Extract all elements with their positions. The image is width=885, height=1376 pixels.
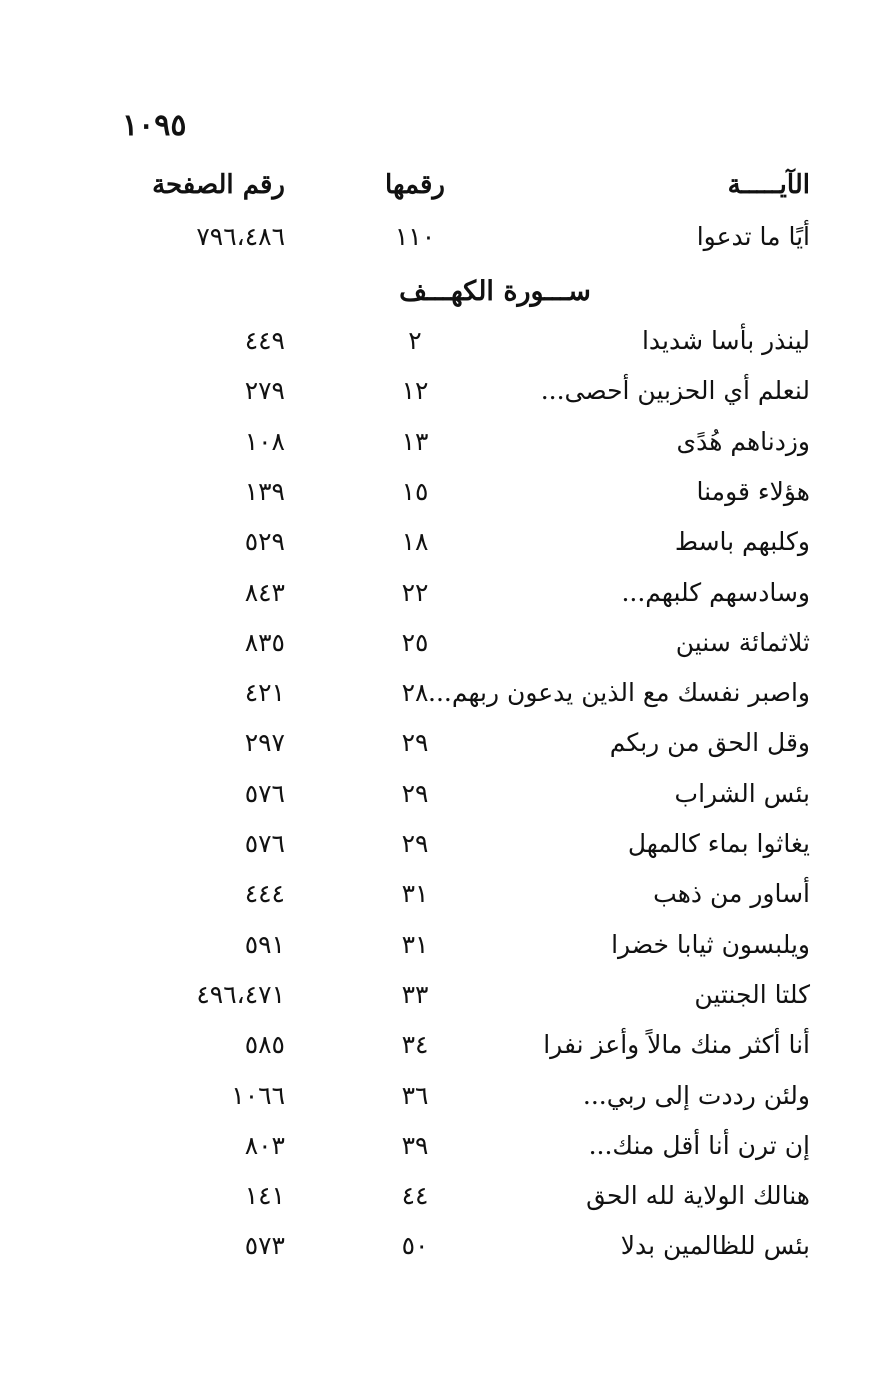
verse-number: ٣١ xyxy=(401,930,429,959)
verse-number: ٢٩ xyxy=(401,829,429,858)
verse-text: واصبر نفسك مع الذين يدعون ربهم... xyxy=(428,678,810,707)
verse-text: ثلاثمائة سنين xyxy=(675,628,810,657)
surah-title xyxy=(0,276,885,316)
page-reference: ٨٣٥ xyxy=(244,628,285,657)
page-reference: ٢٩٧ xyxy=(244,728,285,757)
verse-text: أساور من ذهب xyxy=(653,879,810,908)
table-row xyxy=(0,1030,885,1070)
verse-text: لنعلم أي الحزبين أحصى... xyxy=(540,376,810,405)
table-row xyxy=(0,1181,885,1221)
table-row xyxy=(0,527,885,567)
verse-text: بئس للظالمين بدلا xyxy=(620,1231,810,1260)
verse-number: ١١٠ xyxy=(394,222,436,251)
page-reference: ٤٢١ xyxy=(244,678,285,707)
verse-number: ٢٥ xyxy=(401,628,429,657)
page-reference: ١٣٩ xyxy=(244,477,285,506)
verse-text: يغاثوا بماء كالمهل xyxy=(627,829,810,858)
verse-text: ولئن رددت إلى ربي... xyxy=(582,1081,810,1110)
verse-text: أيًا ما تدعوا xyxy=(696,222,810,251)
verse-text: وكلبهم باسط xyxy=(674,527,810,556)
table-row xyxy=(0,376,885,416)
page-reference: ٥٧٦ xyxy=(244,829,285,858)
table-row xyxy=(0,930,885,970)
header-page: رقم الصفحة xyxy=(152,170,285,200)
surah-title-text: ســـورة الكهـــف xyxy=(399,276,591,307)
header-verse: الآيـــــة xyxy=(727,170,810,200)
verse-number: ٥٠ xyxy=(401,1231,429,1260)
page-reference: ٥٨٥ xyxy=(244,1030,285,1059)
table-header xyxy=(0,170,885,210)
verse-number: ١٢ xyxy=(401,376,429,405)
verse-text: إن ترن أنا أقل منك... xyxy=(588,1131,810,1160)
verse-text: بئس الشراب xyxy=(674,779,810,808)
page-reference: ٧٩٦،٤٨٦ xyxy=(196,222,285,251)
verse-text: أنا أكثر منك مالاً وأعز نفرا xyxy=(543,1030,810,1059)
verse-text: كلتا الجنتين xyxy=(694,980,810,1009)
page-reference: ٥٢٩ xyxy=(244,527,285,556)
table-row xyxy=(0,1081,885,1121)
table-row xyxy=(0,1131,885,1171)
verse-number: ٤٤ xyxy=(401,1181,429,1210)
verse-number: ٣٣ xyxy=(401,980,429,1009)
table-row xyxy=(0,326,885,366)
verse-text: وقل الحق من ربكم xyxy=(609,728,810,757)
page-reference: ٢٧٩ xyxy=(244,376,285,405)
verse-text: لينذر بأسا شديدا xyxy=(641,326,810,355)
table-row xyxy=(0,779,885,819)
page-reference: ١٠٦٦ xyxy=(231,1081,285,1110)
table-row xyxy=(0,1231,885,1271)
table-row xyxy=(0,628,885,668)
table-row xyxy=(0,477,885,517)
table-row xyxy=(0,678,885,718)
page-reference: ٨٤٣ xyxy=(244,578,285,607)
verse-number: ٢٨ xyxy=(401,678,429,707)
verse-text: هؤلاء قومنا xyxy=(696,477,810,506)
table-row xyxy=(0,980,885,1020)
page-reference: ٥٧٣ xyxy=(244,1231,285,1260)
table-row xyxy=(0,829,885,869)
table-row xyxy=(0,222,885,262)
verse-number: ٣٤ xyxy=(401,1030,429,1059)
page-reference: ١٤١ xyxy=(244,1181,285,1210)
page-reference: ٤٤٤ xyxy=(244,879,285,908)
verse-text: وسادسهم كلبهم... xyxy=(621,578,810,607)
page-reference: ٥٩١ xyxy=(244,930,285,959)
page-reference: ٨٠٣ xyxy=(244,1131,285,1160)
table-row xyxy=(0,427,885,467)
verse-text: وزدناهم هُدًى xyxy=(676,427,810,456)
table-row xyxy=(0,879,885,919)
verse-number: ٣٦ xyxy=(401,1081,429,1110)
verse-number: ١٣ xyxy=(401,427,429,456)
verse-text: هنالك الولاية لله الحق xyxy=(586,1181,810,1210)
table-row xyxy=(0,578,885,618)
verse-number: ٣١ xyxy=(401,879,429,908)
verse-number: ٢ xyxy=(408,326,422,355)
verse-text: ويلبسون ثيابا خضرا xyxy=(611,930,810,959)
table-row xyxy=(0,728,885,768)
verse-number: ١٨ xyxy=(401,527,429,556)
verse-number: ١٥ xyxy=(401,477,429,506)
page-reference: ٤٤٩ xyxy=(244,326,285,355)
page-number: ١٠٩٥ xyxy=(122,108,187,143)
verse-number: ٢٢ xyxy=(401,578,429,607)
verse-number: ٣٩ xyxy=(401,1131,429,1160)
page-reference: ٥٧٦ xyxy=(244,779,285,808)
verse-number: ٢٩ xyxy=(401,728,429,757)
verse-number: ٢٩ xyxy=(401,779,429,808)
header-number: رقمها xyxy=(385,170,445,200)
page-reference: ١٠٨ xyxy=(244,427,285,456)
page-reference: ٤٩٦،٤٧١ xyxy=(196,980,285,1009)
